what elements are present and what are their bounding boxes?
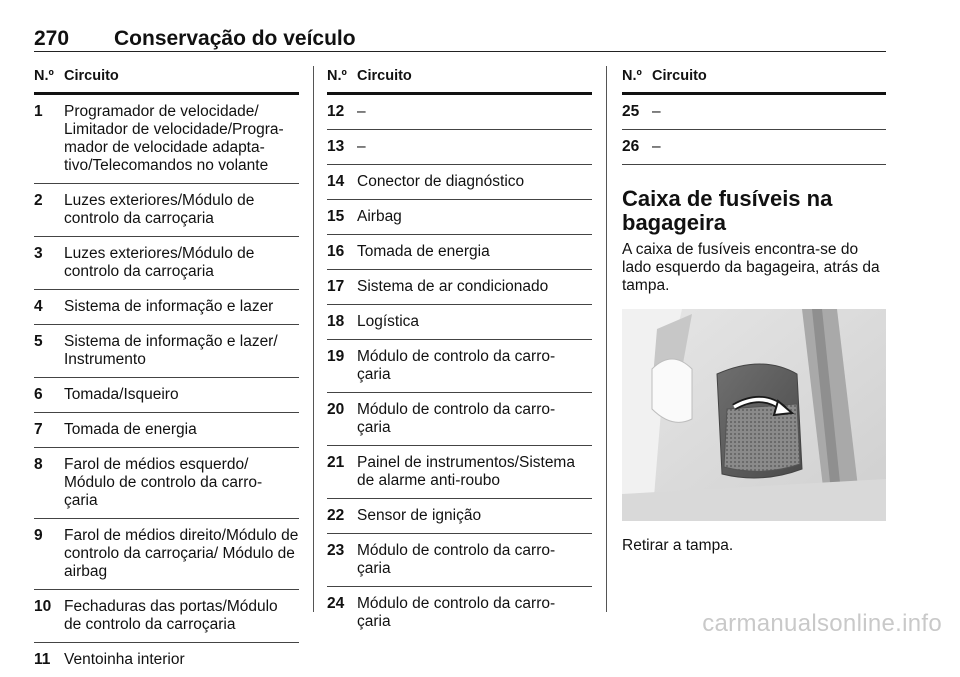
fuse-number: 19: [327, 348, 345, 365]
table-row: [34, 378, 299, 413]
header-number: N.º: [327, 68, 347, 84]
table-row: [34, 184, 299, 237]
fuse-number: 5: [34, 333, 43, 350]
table-row: [622, 95, 886, 130]
fuse-circuit: Sistema de informação e lazer: [64, 298, 274, 315]
fuse-number: 8: [34, 456, 43, 473]
fuse-circuit: –: [652, 103, 661, 120]
photo-caption: Retirar a tampa.: [622, 537, 734, 554]
column-divider: [606, 66, 607, 612]
fuse-number: 4: [34, 298, 43, 315]
table-row: [34, 643, 299, 677]
table-row: [34, 448, 299, 519]
fuse-number: 24: [327, 595, 345, 612]
fuse-number: 15: [327, 208, 345, 225]
fuse-circuit: Fechaduras das portas/Módulo de controlo da carroçaria: [64, 598, 278, 633]
fuse-circuit: Ventoinha interior: [64, 651, 185, 668]
fuse-number: 23: [327, 542, 345, 559]
fuse-circuit: Tomada de energia: [64, 421, 197, 438]
header-number: N.º: [34, 68, 54, 84]
header-circuit: Circuito: [652, 68, 707, 84]
fuse-circuit: Sistema de ar condicionado: [357, 278, 549, 295]
column-divider: [313, 66, 314, 612]
fuse-number: 6: [34, 386, 43, 403]
fuse-circuit: Sistema de informação e lazer/ Instrumento: [64, 333, 278, 368]
table-row: [34, 413, 299, 448]
page-title: Conservação do veículo: [114, 27, 356, 50]
fuse-circuit: Airbag: [357, 208, 402, 225]
table-row: [327, 499, 592, 534]
table-row: [327, 200, 592, 235]
table-row: [327, 446, 592, 499]
table-row: [327, 534, 592, 587]
fuse-circuit: –: [357, 103, 366, 120]
table-row: [622, 130, 886, 165]
watermark: carmanualsonline.info: [702, 610, 942, 637]
table-header: [34, 66, 299, 95]
fuse-number: 16: [327, 243, 345, 260]
table-row: [34, 237, 299, 290]
table-row: [327, 340, 592, 393]
fuse-number: 7: [34, 421, 43, 438]
fuse-number: 25: [622, 103, 640, 120]
fuse-circuit: Tomada/Isqueiro: [64, 386, 179, 403]
fuse-number: 11: [34, 651, 51, 668]
table-row: [34, 325, 299, 378]
fuse-number: 18: [327, 313, 345, 330]
fuse-number: 26: [622, 138, 640, 155]
table-header: [327, 66, 592, 95]
fuse-circuit: Sensor de ignição: [357, 507, 482, 524]
table-row: [327, 393, 592, 446]
fuse-table-column-2: [327, 66, 592, 639]
fuse-circuit: Farol de médios direito/Módulo de controlo da carroçaria/ Módulo de airbag: [64, 527, 299, 580]
fuse-number: 1: [34, 103, 43, 120]
table-row: [327, 305, 592, 340]
section-body: A caixa de fusíveis encontra-se do lado esquerdo da bagageira, atrás da tampa.: [622, 241, 880, 294]
table-row: [34, 290, 299, 325]
fuse-number: 17: [327, 278, 345, 295]
fuse-circuit: Luzes exteriores/Módulo de controlo da carroçaria: [64, 192, 255, 227]
table-row: [327, 235, 592, 270]
fuse-number: 13: [327, 138, 345, 155]
table-row: [34, 519, 299, 590]
header-rule: [34, 51, 886, 52]
fuse-circuit: –: [357, 138, 366, 155]
fuse-circuit: Conector de diagnóstico: [357, 173, 525, 190]
trunk-fuse-box-photo: [622, 309, 886, 521]
fuse-circuit: Painel de instrumentos/Sistema de alarme anti-roubo: [357, 454, 575, 489]
fuse-circuit: Módulo de controlo da carro- çaria: [357, 542, 556, 577]
page-header: [34, 27, 886, 53]
table-row: [327, 130, 592, 165]
fuse-number: 12: [327, 103, 345, 120]
table-row: [327, 165, 592, 200]
section-heading: Caixa de fusíveis na bagageira: [622, 186, 833, 235]
header-number: N.º: [622, 68, 642, 84]
header-circuit: Circuito: [64, 68, 119, 84]
table-row: [327, 270, 592, 305]
fuse-circuit: Módulo de controlo da carro- çaria: [357, 595, 556, 630]
fuse-circuit: Módulo de controlo da carro- çaria: [357, 401, 556, 436]
fuse-number: 20: [327, 401, 345, 418]
fuse-table-column-3: [622, 66, 886, 555]
table-row: [327, 95, 592, 130]
fuse-circuit: –: [652, 138, 661, 155]
fuse-circuit: Programador de velocidade/ Limitador de velocidade/Progra- mador de velocidade adapta- tivo/Telecomandos no volante: [64, 103, 284, 174]
fuse-circuit: Farol de médios esquerdo/ Módulo de controlo da carro- çaria: [64, 456, 263, 509]
fuse-number: 21: [327, 454, 345, 471]
header-circuit: Circuito: [357, 68, 412, 84]
table-row: [34, 590, 299, 643]
table-header: [622, 66, 886, 95]
table-row: [34, 95, 299, 184]
fuse-number: 22: [327, 507, 345, 524]
fuse-number: 2: [34, 192, 43, 209]
fuse-circuit: Módulo de controlo da carro- çaria: [357, 348, 556, 383]
fuse-number: 9: [34, 527, 43, 544]
fuse-table-column-1: [34, 66, 299, 677]
fuse-circuit: Logística: [357, 313, 420, 330]
fuse-circuit: Luzes exteriores/Módulo de controlo da carroçaria: [64, 245, 255, 280]
fuse-number: 3: [34, 245, 43, 262]
fuse-number: 14: [327, 173, 345, 190]
page-number: 270: [34, 27, 70, 50]
table-row: [327, 587, 592, 639]
fuse-number: 10: [34, 598, 52, 615]
fuse-circuit: Tomada de energia: [357, 243, 490, 260]
